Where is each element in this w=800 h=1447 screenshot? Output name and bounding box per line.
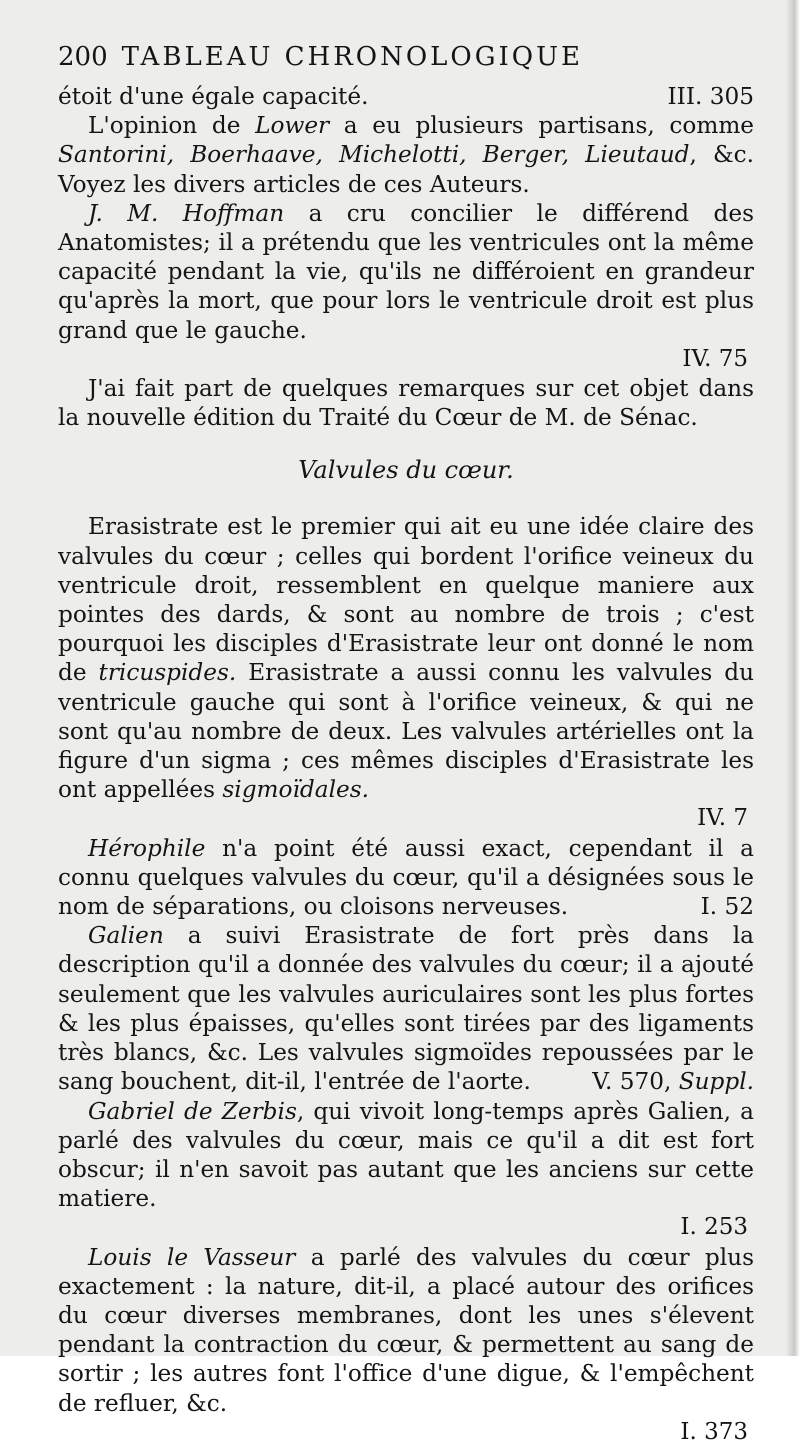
volume-reference: I. 373 — [680, 1418, 748, 1445]
paragraph-text: Erasistrate a aussi connu les valvules du ventricule gauche qui sont à l'orifice veineux, & qui ne sont qu'au nombre de deux. Les valvules artérielles ont la figure d'un sigma ; ces mêmes disciples d'Erasistrate les ont appellées — [58, 659, 754, 804]
paragraph-text: Erasistrate est le premier qui ait eu une idée claire des valvules du cœur ; celles qui bordent l'orifice veineux du ventricule droit, ressemblent en quelque maniere aux pointes des dards, & sont au nombre de trois ; c'est pourquoi les disciples d'Erasistrate leur ont donné le nom de — [58, 513, 754, 687]
author-name: Hérophile — [88, 834, 206, 862]
paragraph-hoffman — [58, 199, 754, 345]
author-name: Louis le Vasseur — [88, 1243, 296, 1271]
volume-reference — [562, 1067, 754, 1096]
section-heading: Valvules du cœur. — [298, 456, 514, 485]
author-names: Santorini, Boerhaave, Michelotti, Berger, Lieutaud — [58, 141, 690, 169]
volume-reference: I. 52 — [700, 893, 754, 921]
paragraph-text: n'a point été aussi exact, cependant il a connu quelques valvules du cœur, qu'il a désignées sous le nom de séparations, ou cloisons nerveuses. — [58, 834, 754, 921]
page-edge-shadow — [786, 0, 800, 1356]
paragraph-text: , &c. Voyez les divers articles de ces Auteurs. — [58, 141, 754, 198]
term-sigmoidales: sigmoïdales. — [222, 776, 369, 804]
volume-reference: I. 253 — [680, 1214, 748, 1241]
paragraph-zerbis — [58, 1097, 754, 1214]
author-name: Gabriel de Zerbis — [88, 1097, 297, 1125]
paragraph-senac — [58, 374, 754, 432]
page-number: 200 — [58, 42, 108, 72]
volume-reference: III. 305 — [667, 83, 754, 110]
supplement-marker: Suppl. — [678, 1068, 754, 1096]
running-header — [58, 42, 583, 72]
paragraph-text: a suivi Erasistrate de fort près dans la description qu'il a donnée des valvules du cœur; il a ajouté seulement que les valvules auriculaires sont les plus fortes & les plus épaisses, qu'elles sont tirées par des ligaments très blancs, &c. Les valvules sigmoïdes repoussées par le sang bouchent, dit-il, l'entrée de l'aorte. — [58, 922, 754, 1096]
volume-reference-number: V. 570, — [592, 1068, 672, 1096]
paragraph-galien — [58, 921, 754, 1096]
author-name: Galien — [88, 922, 164, 950]
paragraph-text: , qui vivoit long-temps après Galien, a parlé des valvules du cœur, mais ce qu'il a dit est fort obscur; il n'en savoit pas autant que les anciens sur cette matiere. — [58, 1097, 754, 1213]
paragraph-capacity — [58, 82, 754, 111]
running-title: TABLEAU CHRONOLOGIQUE — [121, 42, 583, 72]
author-name: J. M. Hoffman — [88, 199, 285, 227]
paragraph-erasistrate — [58, 512, 754, 804]
paragraph-text: a cru concilier le différend des Anatomistes; il a prétendu que les ventricules ont la même capacité pendant la vie, qu'ils ne différoient en grandeur qu'après la mort, que pour lors le ventricule droit est plus grand que le gauche. — [58, 199, 755, 344]
paragraph-text: L'opinion de — [88, 112, 241, 140]
body-text — [58, 82, 754, 1447]
volume-reference: IV. 7 — [697, 805, 748, 832]
paragraph-herophile — [58, 834, 754, 922]
volume-reference: IV. 75 — [682, 345, 748, 372]
paragraph-vasseur — [58, 1243, 754, 1418]
author-name: Lower — [255, 112, 330, 140]
term-tricuspides: tricuspides. — [98, 659, 237, 687]
paragraph-text: a parlé des valvules du cœur plus exactement : la nature, dit-il, a placé autour des orifices du cœur diverses membranes, dont les unes s'élevent pendant la contraction du cœur, & permettent au sang de sortir ; les autres font l'office d'une digue, & l'empêchent de refluer, &c. — [58, 1243, 755, 1417]
paragraph-text: étoit d'une égale capacité. — [58, 83, 369, 110]
paragraph-text: a eu plusieurs partisans, comme — [343, 112, 755, 140]
paragraph-text: J'ai fait part de quelques remarques sur cet objet dans la nouvelle édition du Traité du Cœur de M. de Sénac. — [58, 375, 754, 432]
paragraph-lower — [58, 111, 754, 199]
